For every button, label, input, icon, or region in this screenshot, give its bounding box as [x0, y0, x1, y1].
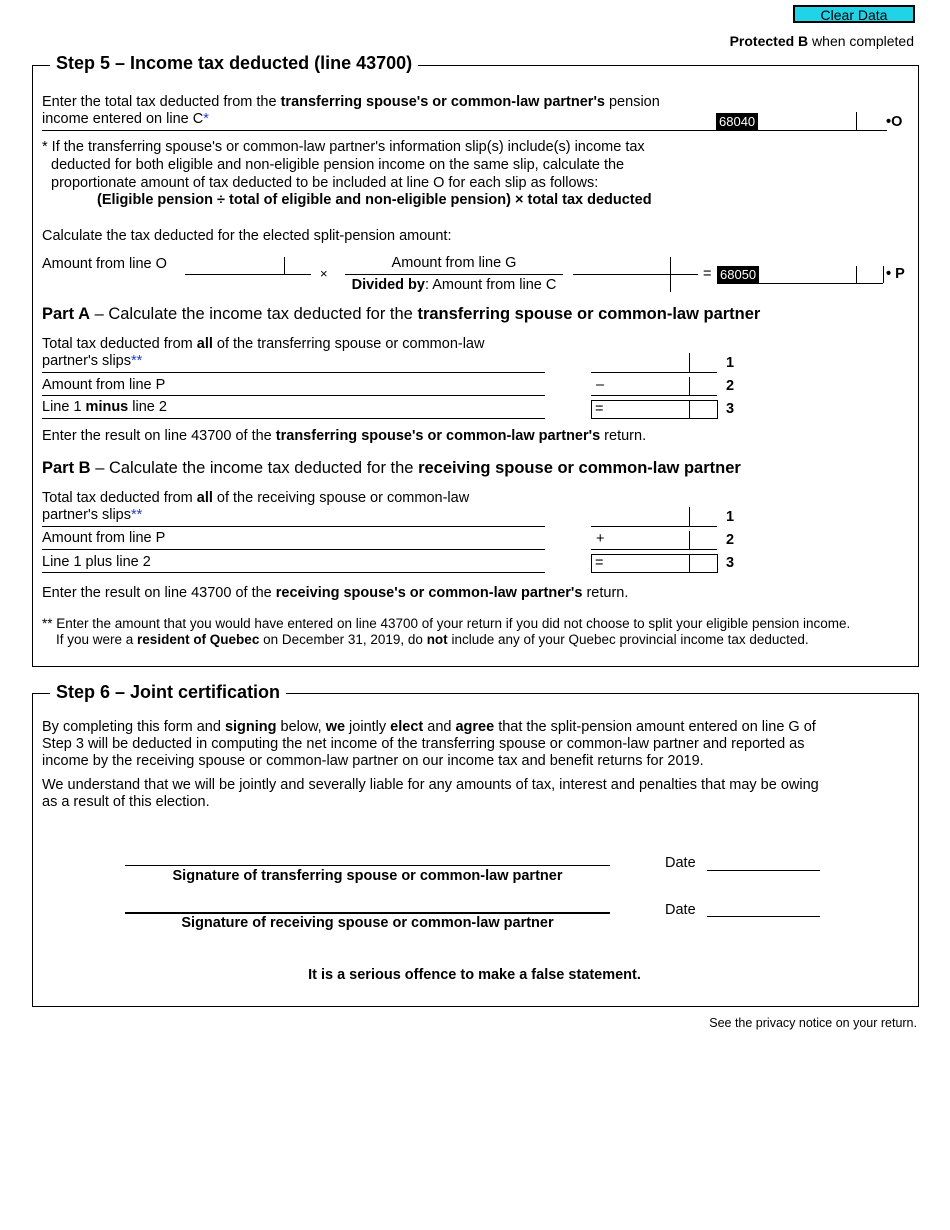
p-text: below,: [276, 719, 326, 735]
part-a-result-instruction: [42, 428, 646, 444]
cents-divider: [689, 400, 690, 419]
part-a-line-number-3: 3: [726, 401, 735, 417]
row-text: return.: [600, 428, 647, 444]
row-rule: [42, 572, 545, 573]
row-rule: [42, 372, 545, 373]
part-b-row2-label: Amount from line P: [42, 530, 166, 546]
p-text: We understand that we will be jointly and severally liable for any amounts of tax, interest and penalties that may be owing: [42, 777, 819, 793]
p-bold: agree: [455, 719, 495, 735]
p-text: as a result of this election.: [42, 794, 210, 810]
part-a-line1-input[interactable]: [591, 372, 717, 373]
row-text: line 2: [128, 399, 167, 415]
split-calc-input[interactable]: [573, 274, 698, 275]
part-a-title-text: – Calculate the income tax deducted for the: [90, 305, 418, 323]
part-b-row1-label: [42, 490, 469, 524]
part-a-line-number-2: 2: [726, 378, 735, 394]
cents-divider: [670, 257, 671, 292]
step6-paragraph-2: [42, 777, 819, 811]
part-a-row1-label: [42, 336, 484, 370]
line-p-code: 68050: [717, 266, 759, 283]
part-b-line-number-1: 1: [726, 509, 735, 525]
p-text: income by the receiving spouse or common-law partner on our income tax and benefit returns for 2019.: [42, 753, 704, 769]
double-asterisk-marker: **: [131, 507, 143, 523]
line-p-cents-divider: [856, 266, 857, 283]
part-a-title-bold: transferring spouse or common-law partner: [417, 305, 761, 323]
note-text: include any of your Quebec provincial income tax deducted.: [447, 632, 809, 647]
note-bold: resident of Quebec: [137, 632, 260, 647]
intro-bold: transferring spouse's or common-law partner's: [280, 94, 605, 110]
protected-suffix: when completed: [808, 33, 914, 49]
part-b-result-instruction: [42, 585, 628, 601]
cents-divider: [689, 531, 690, 549]
row-rule: [42, 395, 545, 396]
line-o-code: 68040: [716, 113, 758, 130]
date-label: Date: [665, 855, 696, 871]
row-text: Enter the result on line 43700 of the: [42, 428, 276, 444]
footnote-line: deducted for both eligible and non-eligible pension income on the same slip, calculate the: [51, 157, 625, 173]
row-rule: [42, 418, 545, 419]
p-text: Step 3 will be deducted in computing the net income of the transferring spouse or common-law partner and reported as: [42, 736, 805, 752]
part-a-title: [42, 305, 760, 324]
asterisk-footnote-marker: *: [203, 111, 209, 127]
cents-divider: [689, 353, 690, 372]
p-bold: elect: [390, 719, 424, 735]
note-bold: not: [426, 632, 448, 647]
p-bold: we: [325, 719, 346, 735]
p-text: and: [423, 719, 456, 735]
amount-line-o-label: Amount from line O: [42, 256, 167, 272]
plus-sign: +: [596, 531, 605, 547]
row-text: Total tax deducted from: [42, 336, 197, 352]
times-sign: ×: [320, 266, 328, 281]
note-text: on December 31, 2019, do: [259, 632, 427, 647]
part-b-line2-input[interactable]: [591, 549, 717, 550]
part-b-title-bold: receiving spouse or common-law partner: [418, 459, 741, 477]
false-statement-warning: It is a serious offence to make a false statement.: [308, 967, 641, 983]
double-asterisk-marker: **: [131, 353, 143, 369]
cents-divider: [689, 554, 690, 573]
row-text: Total tax deducted from: [42, 490, 197, 506]
row-bold: minus: [85, 399, 129, 415]
protected-label: Protected B: [729, 33, 809, 49]
part-b-line1-input[interactable]: [591, 526, 717, 527]
footnote-line: * If the transferring spouse's or common-law partner's information slip(s) include(s) income tax: [42, 139, 645, 155]
intro-line2: income entered on line C: [42, 111, 204, 127]
part-a-line3-result-box[interactable]: [591, 400, 718, 419]
step6-paragraph-1: [42, 719, 816, 770]
receiving-signature-line[interactable]: [125, 912, 610, 914]
line-p-end-divider: [883, 266, 884, 283]
p-bold: signing: [224, 719, 277, 735]
line-o-input-underline[interactable]: [716, 130, 884, 131]
transferring-signature-line[interactable]: [125, 865, 610, 866]
footnote-line: proportionate amount of tax deducted to be included at line O for each slip as follows:: [51, 175, 599, 191]
step5-title: Step 5 – Income tax deducted (line 43700): [50, 53, 418, 74]
minus-sign: –: [596, 377, 605, 393]
line-p-input-underline[interactable]: [717, 283, 883, 284]
part-b-row3-label: Line 1 plus line 2: [42, 554, 151, 570]
part-b-line-number-3: 3: [726, 555, 735, 571]
amount-line-o-input[interactable]: [185, 274, 311, 275]
step5-footnote: [42, 138, 645, 192]
row-text: return.: [582, 585, 629, 601]
row-text: partner's slips: [42, 353, 131, 369]
equals-sign: =: [703, 266, 712, 282]
note-line: ** Enter the amount that you would have entered on line 43700 of your return if you did not choose to split your eligible pension income.: [42, 616, 851, 631]
transferring-signature-label: Signature of transferring spouse or common-law partner: [172, 868, 563, 884]
row-text: Line 1: [42, 399, 86, 415]
row-bold: all: [196, 336, 213, 352]
part-a-label: Part A: [42, 305, 90, 323]
calc-intro: Calculate the tax deducted for the elected split-pension amount:: [42, 228, 452, 244]
privacy-notice: See the privacy notice on your return.: [709, 1016, 917, 1030]
divided-by-rest: : Amount from line C: [424, 277, 557, 293]
part-b-line3-result-box[interactable]: [591, 554, 718, 573]
row-text: of the receiving spouse or common-law: [212, 490, 470, 506]
cents-divider: [689, 507, 690, 526]
part-b-title: [42, 459, 741, 478]
part-a-row2-label: Amount from line P: [42, 377, 166, 393]
proration-formula: (Eligible pension ÷ total of eligible and non-eligible pension) × total tax deducted: [97, 192, 652, 208]
equals-sign: =: [595, 401, 604, 417]
row-text: Enter the result on line 43700 of the: [42, 585, 276, 601]
cents-divider: [284, 257, 285, 274]
clear-data-button[interactable]: Clear Data: [793, 5, 915, 23]
part-b-title-text: – Calculate the income tax deducted for the: [90, 459, 419, 477]
part-a-line-number-1: 1: [726, 355, 735, 371]
part-a-line2-input[interactable]: [591, 395, 717, 396]
equals-sign: =: [595, 555, 604, 571]
note-text: If you were a: [56, 632, 138, 647]
divided-by-bold: Divided by: [351, 277, 425, 293]
note-line: [42, 632, 850, 648]
row-rule: [42, 526, 545, 527]
fraction-bar: [345, 274, 563, 275]
date-label: Date: [665, 902, 696, 918]
double-asterisk-notes: [42, 616, 850, 648]
p-text: By completing this form and: [42, 719, 225, 735]
receiving-signature-label: Signature of receiving spouse or common-law partner: [181, 915, 554, 931]
transferring-date-input[interactable]: [707, 870, 820, 871]
row-text: partner's slips: [42, 507, 131, 523]
p-text: jointly: [345, 719, 391, 735]
line-o-label: •O: [886, 114, 903, 130]
cents-divider: [689, 377, 690, 395]
amount-line-g-label: Amount from line G: [391, 255, 517, 271]
protected-notice: [730, 33, 914, 49]
line-p-label: • P: [886, 266, 905, 282]
part-a-row3-label: [42, 399, 167, 415]
row-bold: transferring spouse's or common-law partner's: [275, 428, 601, 444]
step5-intro: [42, 94, 660, 128]
part-b-label: Part B: [42, 459, 91, 477]
row-text: of the transferring spouse or common-law: [212, 336, 485, 352]
intro-text: Enter the total tax deducted from the: [42, 94, 281, 110]
part-b-line-number-2: 2: [726, 532, 735, 548]
step6-title: Step 6 – Joint certification: [50, 682, 286, 703]
row-bold: all: [196, 490, 213, 506]
intro-text-end: pension: [604, 94, 660, 110]
divided-by-label: [345, 277, 563, 293]
row-bold: receiving spouse's or common-law partner's: [275, 585, 583, 601]
line-o-cents-divider: [856, 112, 857, 130]
p-text: that the split-pension amount entered on line G of: [494, 719, 816, 735]
row-rule: [42, 549, 545, 550]
receiving-date-input[interactable]: [707, 916, 820, 917]
